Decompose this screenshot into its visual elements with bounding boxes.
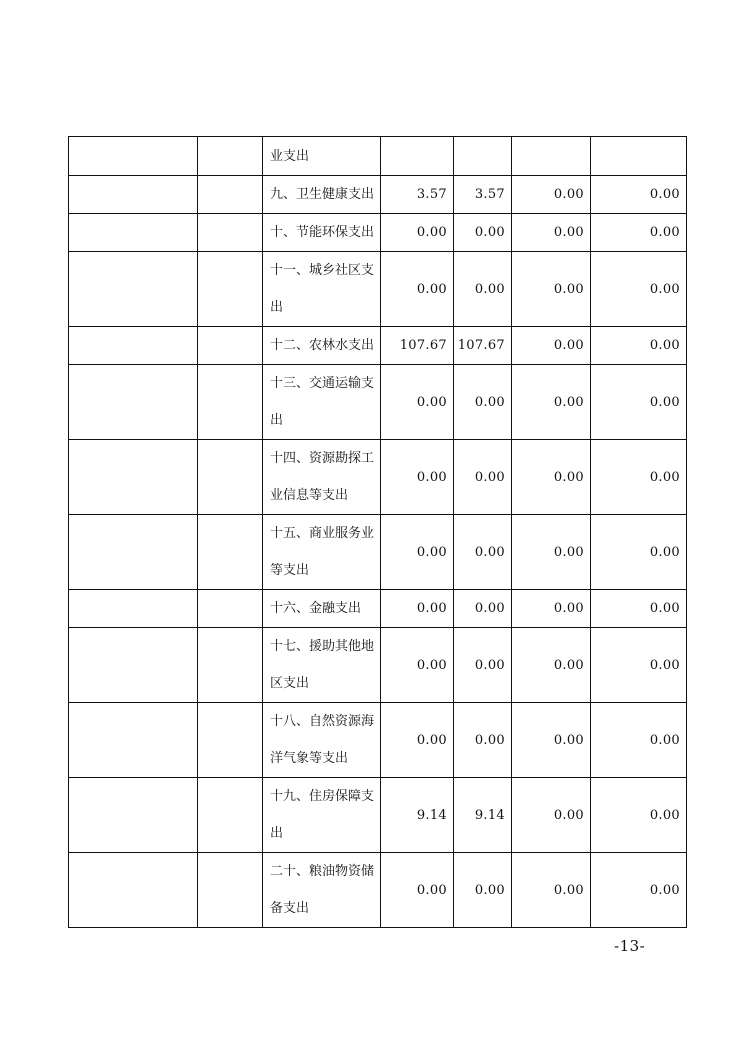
blank-cell: [69, 365, 198, 440]
table-row: [69, 853, 687, 928]
value-cell: 0.00: [591, 628, 687, 703]
expenditure-item: 十七、援助其他地区支出: [263, 628, 381, 703]
value-cell: 107.67: [454, 327, 512, 365]
value-cell: 0.00: [591, 327, 687, 365]
blank-cell: [198, 327, 263, 365]
value-cell: 0.00: [454, 703, 512, 778]
value-cell: 0.00: [381, 365, 454, 440]
table-row: [69, 778, 687, 853]
blank-cell: [69, 252, 198, 327]
value-cell: 0.00: [512, 252, 591, 327]
expenditure-item: 十二、农林水支出: [263, 327, 381, 365]
blank-cell: [69, 703, 198, 778]
value-cell: 0.00: [381, 703, 454, 778]
blank-cell: [69, 176, 198, 214]
blank-cell: [69, 137, 198, 176]
blank-cell: [69, 515, 198, 590]
blank-cell: [198, 176, 263, 214]
value-cell: 0.00: [454, 628, 512, 703]
blank-cell: [198, 214, 263, 252]
blank-cell: [198, 703, 263, 778]
table-row: [69, 515, 687, 590]
blank-cell: [69, 590, 198, 628]
value-cell: 0.00: [512, 853, 591, 928]
blank-cell: [198, 515, 263, 590]
blank-cell: [69, 628, 198, 703]
expenditure-item: 九、卫生健康支出: [263, 176, 381, 214]
expenditure-item: 十三、交通运输支出: [263, 365, 381, 440]
value-cell: 0.00: [512, 214, 591, 252]
value-cell: 0.00: [381, 628, 454, 703]
value-cell: 0.00: [381, 252, 454, 327]
blank-cell: [198, 440, 263, 515]
value-cell: 0.00: [381, 853, 454, 928]
table-row: [69, 327, 687, 365]
blank-cell: [69, 327, 198, 365]
expenditure-item: 二十、粮油物资储备支出: [263, 853, 381, 928]
table-row: [69, 176, 687, 214]
value-cell: 0.00: [381, 515, 454, 590]
value-cell: 9.14: [454, 778, 512, 853]
value-cell: 3.57: [381, 176, 454, 214]
value-cell: 3.57: [454, 176, 512, 214]
value-cell: 107.67: [381, 327, 454, 365]
blank-cell: [69, 440, 198, 515]
value-cell: 0.00: [512, 440, 591, 515]
blank-cell: [198, 252, 263, 327]
table-row: [69, 252, 687, 327]
value-cell: 0.00: [454, 440, 512, 515]
blank-cell: [198, 590, 263, 628]
value-cell: 0.00: [591, 515, 687, 590]
blank-cell: [198, 365, 263, 440]
blank-cell: [198, 778, 263, 853]
table-row: [69, 590, 687, 628]
blank-cell: [69, 853, 198, 928]
value-cell: 0.00: [454, 515, 512, 590]
value-cell: 0.00: [591, 703, 687, 778]
expenditure-item: 十五、商业服务业等支出: [263, 515, 381, 590]
expenditure-item: 十四、资源勘探工业信息等支出: [263, 440, 381, 515]
blank-cell: [69, 778, 198, 853]
value-cell: [591, 137, 687, 176]
value-cell: 0.00: [381, 590, 454, 628]
value-cell: [512, 137, 591, 176]
value-cell: 0.00: [591, 590, 687, 628]
value-cell: 9.14: [381, 778, 454, 853]
page-number: -13-: [614, 937, 646, 955]
value-cell: 0.00: [512, 365, 591, 440]
value-cell: 0.00: [454, 252, 512, 327]
value-cell: 0.00: [512, 590, 591, 628]
blank-cell: [69, 214, 198, 252]
value-cell: 0.00: [591, 252, 687, 327]
value-cell: 0.00: [454, 853, 512, 928]
value-cell: 0.00: [591, 176, 687, 214]
value-cell: 0.00: [381, 440, 454, 515]
expenditure-item: 十一、城乡社区支出: [263, 252, 381, 327]
value-cell: 0.00: [591, 214, 687, 252]
expenditure-item: 十六、金融支出: [263, 590, 381, 628]
table-row: [69, 214, 687, 252]
value-cell: 0.00: [512, 628, 591, 703]
value-cell: 0.00: [512, 703, 591, 778]
table-row: [69, 440, 687, 515]
value-cell: 0.00: [512, 327, 591, 365]
value-cell: 0.00: [591, 853, 687, 928]
blank-cell: [198, 853, 263, 928]
value-cell: 0.00: [454, 214, 512, 252]
expenditure-table: [68, 136, 687, 928]
value-cell: [381, 137, 454, 176]
value-cell: 0.00: [512, 176, 591, 214]
value-cell: 0.00: [591, 778, 687, 853]
blank-cell: [198, 628, 263, 703]
expenditure-item: 十九、住房保障支出: [263, 778, 381, 853]
value-cell: 0.00: [591, 365, 687, 440]
value-cell: [454, 137, 512, 176]
table-row: [69, 365, 687, 440]
value-cell: 0.00: [381, 214, 454, 252]
table-row: [69, 628, 687, 703]
expenditure-item: 业支出: [263, 137, 381, 176]
value-cell: 0.00: [512, 515, 591, 590]
expenditure-item: 十八、自然资源海洋气象等支出: [263, 703, 381, 778]
expenditure-item: 十、节能环保支出: [263, 214, 381, 252]
value-cell: 0.00: [454, 365, 512, 440]
table-row: [69, 137, 687, 176]
blank-cell: [198, 137, 263, 176]
value-cell: 0.00: [591, 440, 687, 515]
table-row: [69, 703, 687, 778]
value-cell: 0.00: [454, 590, 512, 628]
value-cell: 0.00: [512, 778, 591, 853]
